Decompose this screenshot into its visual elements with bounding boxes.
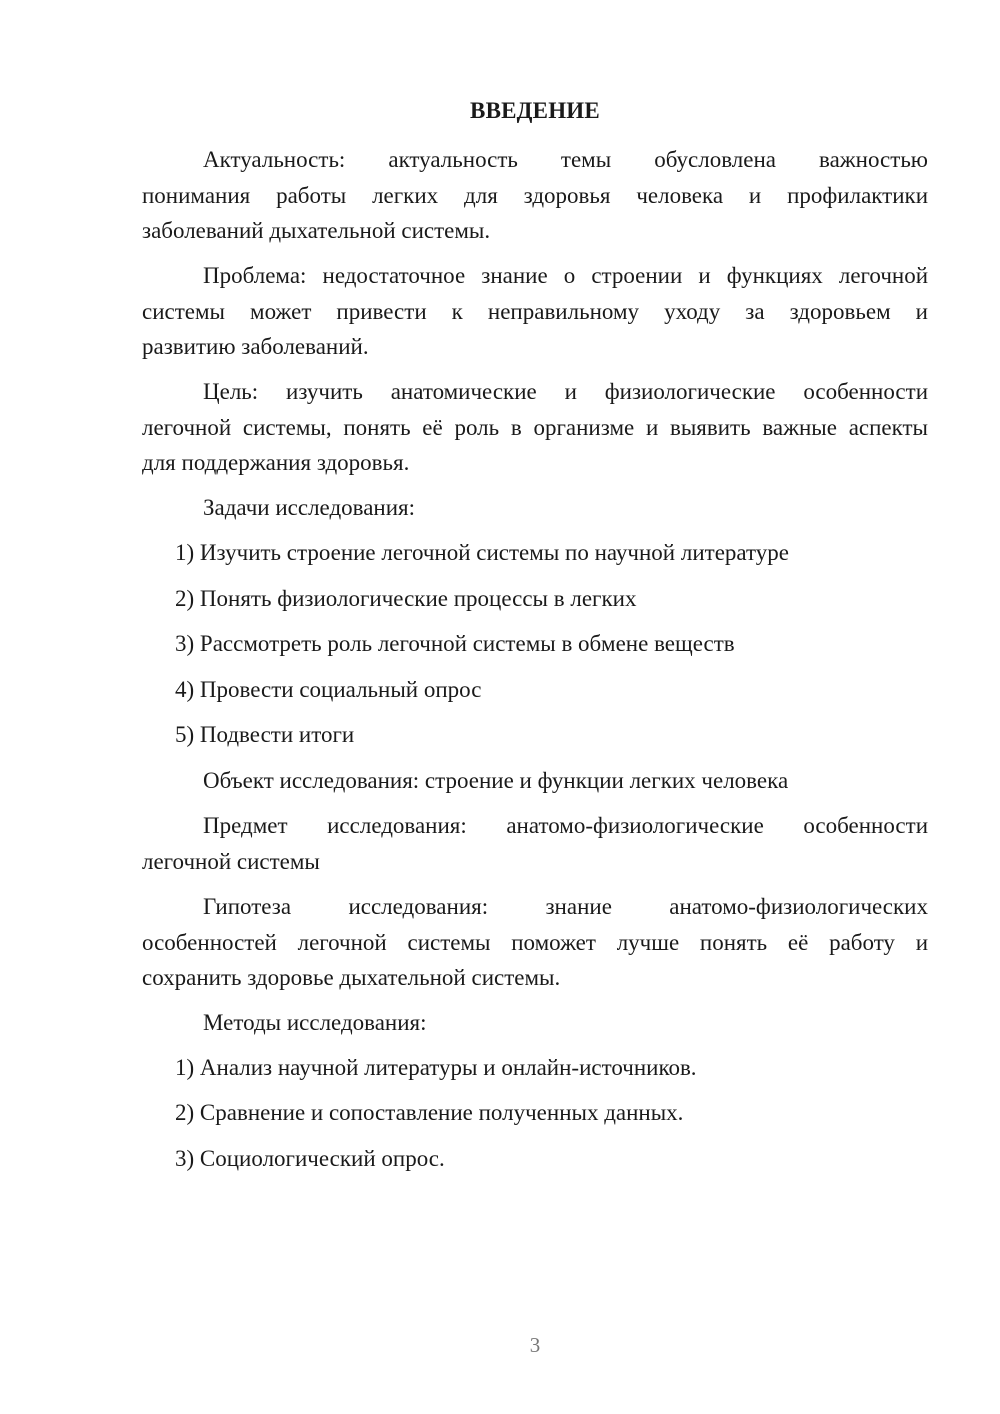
task-item: 4) Провести социальный опрос [175, 677, 482, 702]
method-item: 2) Сравнение и сопоставление полученных данных. [175, 1100, 684, 1125]
problem-paragraph [142, 258, 928, 365]
task-item: 2) Понять физиологические процессы в легких [175, 586, 637, 611]
paragraph-line: Цель: изучить анатомические и физиологические особенности [203, 379, 928, 404]
goal-paragraph [142, 374, 928, 481]
task-item: 1) Изучить строение легочной системы по научной литературе [175, 540, 789, 565]
paragraph-line: особенностей легочной системы поможет лучше понять её работу и [142, 929, 928, 955]
paragraph-line: для поддержания здоровья. [142, 450, 410, 475]
paragraph-line: легочной системы [142, 848, 320, 874]
tasks-heading: Задачи исследования: [203, 495, 416, 520]
paragraph-line: сохранить здоровье дыхательной системы. [142, 965, 561, 990]
method-item: 3) Социологический опрос. [175, 1146, 445, 1171]
hypothesis-paragraph [142, 889, 928, 996]
paragraph-line: Проблема: недостаточное знание о строении и функциях легочной [203, 263, 928, 288]
paragraph-line: легочной системы, понять её роль в организме и выявить важные аспекты [142, 414, 928, 440]
relevance-paragraph [142, 142, 928, 249]
object-line: Объект исследования: строение и функции легких человека [203, 768, 789, 793]
method-item: 1) Анализ научной литературы и онлайн-источников. [175, 1055, 697, 1080]
task-item: 5) Подвести итоги [175, 722, 355, 747]
paragraph-line: системы может привести к неправильному уходу за здоровьем и [142, 298, 928, 324]
page-number: 3 [529, 1333, 541, 1357]
paragraph-line: заболеваний дыхательной системы. [142, 218, 491, 243]
task-item: 3) Рассмотреть роль легочной системы в обмене веществ [175, 631, 735, 656]
subject-paragraph [142, 808, 928, 879]
paragraph-line: развитию заболеваний. [142, 334, 369, 359]
paragraph-line: понимания работы легких для здоровья человека и профилактики [142, 182, 928, 208]
page-title: ВВЕДЕНИЕ [470, 98, 600, 123]
paragraph-line: Предмет исследования: анатомо-физиологические особенности [203, 813, 928, 838]
paragraph-line: Гипотеза исследования: знание анатомо-физиологических [203, 894, 928, 919]
paragraph-line: Актуальность: актуальность темы обусловлена важностью [203, 147, 928, 172]
methods-heading: Методы исследования: [203, 1010, 427, 1035]
document-page [142, 0, 928, 1414]
